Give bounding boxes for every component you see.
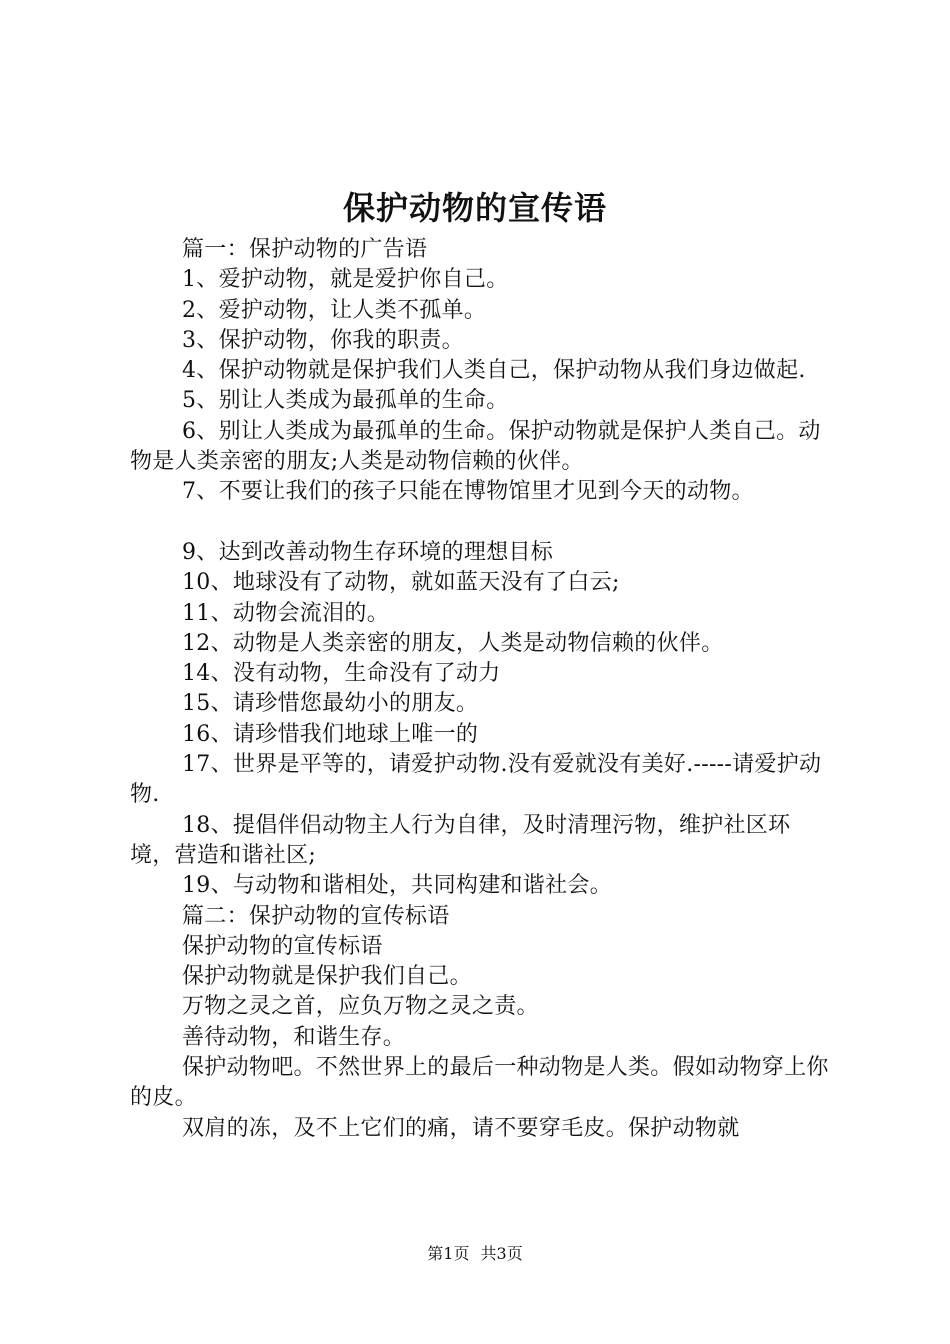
paragraph: 善待动物，和谐生存。 xyxy=(182,1024,406,1050)
page-number: 第1页 xyxy=(427,1244,470,1263)
paragraph: 16、请珍惜我们地球上唯一的 xyxy=(182,721,479,747)
paragraph: 4、保护动物就是保护我们人类自己，保护动物从我们身边做起. xyxy=(182,358,806,384)
page-total: 共3页 xyxy=(480,1244,523,1263)
section-heading: 篇二：保护动物的宣传标语 xyxy=(182,903,450,929)
page-footer xyxy=(0,1243,950,1265)
blank-paragraph xyxy=(130,508,832,538)
paragraph: 19、与动物和谐相处，共同构建和谐社会。 xyxy=(182,873,612,899)
paragraph: 保护动物就是保护我们自己。 xyxy=(182,964,472,990)
paragraph: 保护动物的宣传标语 xyxy=(182,933,383,959)
paragraph: 篇一：保护动物的广告语 xyxy=(182,237,428,262)
document-body xyxy=(130,235,832,1144)
paragraph: 17、世界是平等的，请爱护动物.没有爱就没有美好.-----请爱护动物. xyxy=(130,752,822,808)
paragraph: 2、爱护动物，让人类不孤单。 xyxy=(182,297,487,323)
paragraph: 12、动物是人类亲密的朋友，人类是动物信赖的伙伴。 xyxy=(182,630,724,656)
paragraph: 双肩的冻，及不上它们的痛，请不要穿毛皮。保护动物就 xyxy=(182,1115,740,1141)
paragraph: 万物之灵之首，应负万物之灵之责。 xyxy=(182,994,539,1020)
paragraph: 5、别让人类成为最孤单的生命。 xyxy=(182,388,509,414)
document-title: 保护动物的宣传语 xyxy=(342,189,607,227)
paragraph: 18、提倡伴侣动物主人行为自律，及时清理污物，维护社区环境，营造和谐社区; xyxy=(130,812,791,868)
paragraph: 1、爱护动物，就是爱护你自己。 xyxy=(182,267,509,293)
paragraph: 保护动物吧。不然世界上的最后一种动物是人类。假如动物穿上你的皮。 xyxy=(130,1055,829,1111)
paragraph: 15、请珍惜您最幼小的朋友。 xyxy=(182,691,479,717)
paragraph: 14、没有动物，生命没有了动力 xyxy=(182,661,501,687)
paragraph: 11、动物会流泪的。 xyxy=(182,600,389,626)
paragraph: 9、达到改善动物生存环境的理想目标 xyxy=(182,539,554,565)
paragraph: 3、保护动物，你我的职责。 xyxy=(182,327,464,353)
paragraph: 7、不要让我们的孩子只能在博物馆里才见到今天的动物。 xyxy=(182,479,754,505)
paragraph: 6、别让人类成为最孤单的生命。保护动物就是保护人类自己。动物是人类亲密的朋友;人类是动物信赖的伙伴。 xyxy=(130,418,821,475)
paragraph: 10、地球没有了动物，就如蓝天没有了白云; xyxy=(182,570,620,596)
